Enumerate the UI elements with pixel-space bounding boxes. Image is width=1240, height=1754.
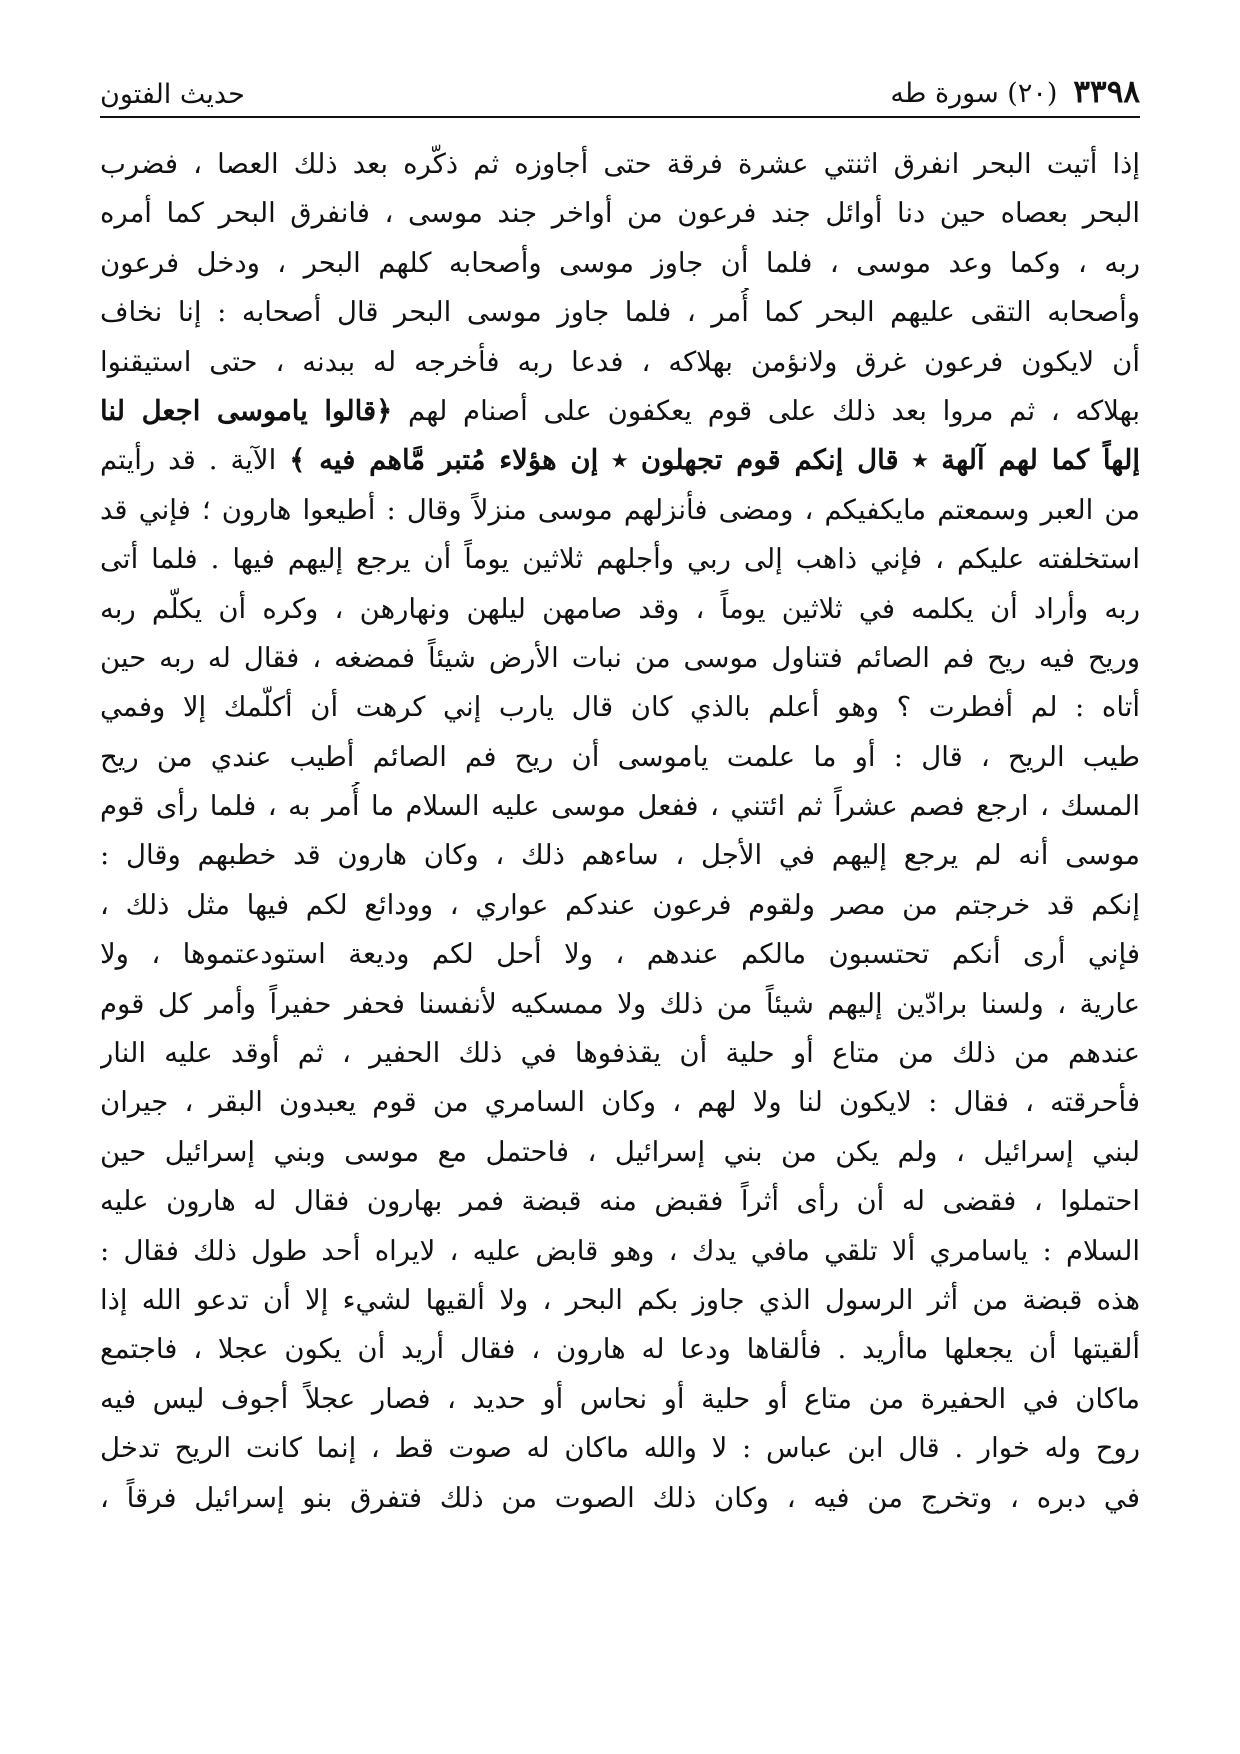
line-text: ربه ، وكما وعد موسى ، فلما أن جاوز موسى وأصحابه كلهم البحر ، ودخل فرعون (100, 246, 1140, 279)
line-text: من العبر وسمعتم مايكفيكم ، ومضى فأنزلهم موسى منزلاً وقال : أطيعوا هارون ؛ فإني قد (100, 493, 1140, 526)
line-text: عارية ، ولسنا برادّين إليهم شيئاً من ذلك ولا ممسكيه لأنفسنا فحفر حفيراً وأمر كل قوم (100, 987, 1140, 1020)
page (100, 58, 1140, 1718)
text-line (100, 1276, 1140, 1325)
text-line (100, 1474, 1140, 1523)
line-text: فإني أرى أنكم تحتسبون مالكم عندهم ، ولا أحل لكم وديعة استودعتموها ، ولا (100, 938, 1140, 971)
chapter-title: حديث الفتون (100, 79, 245, 110)
line-text: استخلفته عليكم ، فإني ذاهب إلى ربي وأجلهم ثلاثين يوماً أن يرجع إليهم فيها . فلما أتى (100, 543, 1140, 576)
text-line (100, 140, 1140, 189)
line-text: الآية . قد رأيتم (100, 444, 277, 477)
surah-title: (٢٠) سورة طه (890, 78, 1058, 109)
page-number: ٣٣٩٨ (1073, 74, 1140, 110)
page-header (100, 58, 1140, 118)
line-text: وريح فيه ريح فم الصائم فتناول موسى من نبات الأرض شيئاً فمضغه ، فقال له ربه حين (100, 641, 1140, 674)
text-line (100, 733, 1140, 782)
line-text: أتاه : لم أفطرت ؟ وهو أعلم بالذي كان قال يارب إني كرهت أن أكلّمك إلا وفمي (100, 691, 1140, 724)
text-line (100, 387, 1140, 436)
line-text: روح وله خوار . قال ابن عباس : لا والله ماكان له صوت قط ، إنما كانت الريح تدخل (100, 1432, 1140, 1465)
text-line (100, 1227, 1140, 1276)
text-line (100, 831, 1140, 880)
line-text: هذه قبضة من أثر الرسول الذي جاوز بكم البحر ، ولا ألقيها لشيء إلا أن تدعو الله إذا (100, 1283, 1140, 1316)
header-right-group (890, 74, 1140, 110)
text-line (100, 1325, 1140, 1374)
text-line (100, 1375, 1140, 1424)
text-line (100, 1128, 1140, 1177)
line-text: البحر بعصاه حين دنا أوائل جند فرعون من أواخر جند موسى ، فانفرق البحر كما أمره (100, 197, 1140, 230)
line-text: طيب الريح ، قال : أو ما علمت ياموسى أن ريح فم الصائم أطيب عندي من ريح (100, 740, 1140, 773)
text-line (100, 288, 1140, 337)
line-text: عندهم من ذلك من متاع أو حلية أن يقذفوها في ذلك الحفير ، ثم أوقد عليه النار (100, 1037, 1140, 1070)
line-text: إذا أتيت البحر انفرق اثنتي عشرة فرقة حتى أجاوزه ثم ذكّره بعد ذلك العصا ، فضرب (100, 148, 1140, 180)
text-line (100, 683, 1140, 732)
body-text (100, 140, 1140, 1523)
text-line (100, 1177, 1140, 1226)
line-text: وأصحابه التقى عليهم البحر كما أُمر ، فلما جاوز موسى البحر قال أصحابه : إنا نخاف (100, 296, 1140, 329)
line-text: لبني إسرائيل ، ولم يكن من بني إسرائيل ، فاحتمل مع موسى وبني إسرائيل حين (100, 1135, 1140, 1168)
line-text: ربه وأراد أن يكلمه في ثلاثين يوماً ، وقد صامهن ليلهن ونهارهن ، وكره أن يكلّم ربه (100, 592, 1140, 625)
text-line (100, 239, 1140, 288)
quran-quote: إلهاً كما لهم آلهة ٭ قال إنكم قوم تجهلون ٭ إن هؤلاء مُتبر مَّاهم فيه ﴾ (289, 444, 1140, 477)
text-line (100, 1078, 1140, 1127)
line-text: موسى أنه لم يرجع إليهم في الأجل ، ساءهم ذلك ، وكان هارون قد خطبهم وقال : (100, 839, 1140, 872)
text-line (100, 535, 1140, 584)
line-text: أن لايكون فرعون غرق ولانؤمن بهلاكه ، فدعا ربه فأخرجه له ببدنه ، حتى استيقنوا (100, 345, 1140, 378)
text-line (100, 189, 1140, 238)
text-line (100, 930, 1140, 979)
text-line (100, 486, 1140, 535)
text-line (100, 1029, 1140, 1078)
text-line (100, 634, 1140, 683)
line-text: السلام : ياسامري ألا تلقي مافي يدك ، وهو قابض عليه ، لايراه أحد طول ذلك فقال : (100, 1234, 1140, 1267)
line-text: فأحرقته ، فقال : لايكون لنا ولا لهم ، وكان السامري من قوم يعبدون البقر ، جيران (100, 1086, 1140, 1119)
line-text: احتملوا ، فقضى له أن رأى أثراً فقبض منه قبضة فمر بهارون فقال له هارون عليه (100, 1185, 1140, 1218)
text-line (100, 782, 1140, 831)
text-line (100, 881, 1140, 930)
line-text: ماكان في الحفيرة من متاع أو حلية أو نحاس أو حديد ، فصار عجلاً أجوف ليس فيه (100, 1382, 1140, 1415)
text-line (100, 980, 1140, 1029)
line-text: بهلاكه ، ثم مروا بعد ذلك على قوم يعكفون على أصنام لهم (407, 394, 1140, 427)
text-line (100, 1424, 1140, 1473)
line-text: المسك ، ارجع فصم عشراً ثم ائتني ، ففعل موسى عليه السلام ما أُمر به ، فلما رأى قوم (100, 790, 1140, 823)
text-line (100, 338, 1140, 387)
line-text: ألقيتها أن يجعلها ماأريد . فألقاها ودعا له هارون ، فقال أريد أن يكون عجلا ، فاجتمع (100, 1333, 1140, 1366)
line-text: إنكم قد خرجتم من مصر ولقوم فرعون عندكم عواري ، وودائع لكم فيها مثل ذلك ، (100, 888, 1140, 921)
line-text: في دبره ، وتخرج من فيه ، وكان ذلك الصوت من ذلك فتفرق بنو إسرائيل فرقاً ، (100, 1481, 1140, 1514)
text-line (100, 585, 1140, 634)
text-line (100, 436, 1140, 485)
quran-quote: ﴿قالوا ياموسى اجعل لنا (100, 394, 393, 427)
